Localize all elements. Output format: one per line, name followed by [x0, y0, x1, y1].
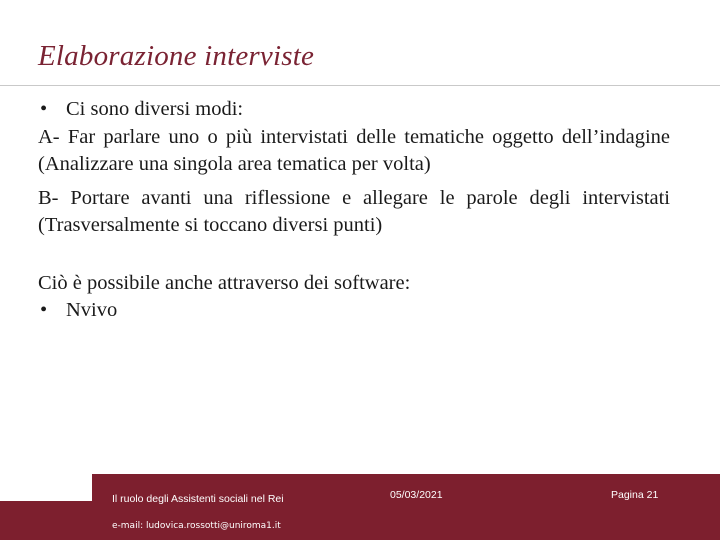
bullet-intro-text: Ci sono diversi modi: [66, 98, 244, 120]
footer-page-number: Pagina 21 [611, 489, 659, 501]
slide-body [38, 96, 670, 325]
footer-date: 05/03/2021 [390, 489, 443, 501]
bullet-dot-icon: • [40, 299, 48, 321]
option-b-text: B- Portare avanti una riflessione e allegare le parole degli intervistati (Trasversalmente si toccano diversi punti) [38, 186, 670, 236]
title-divider [0, 85, 720, 86]
footer-email: e-mail: ludovica.rossotti@uniroma1.it [112, 521, 281, 531]
footer-course-title: Il ruolo degli Assistenti sociali nel Rei [112, 493, 284, 505]
spacer [38, 240, 670, 270]
slide-title: Elaborazione interviste [38, 40, 315, 72]
bullet-software [38, 297, 670, 325]
option-a-text: A- Far parlare uno o più intervistati delle tematiche oggetto dell’indagine (Analizzare una singola area tematica per volta) [38, 125, 670, 175]
footer-notch [0, 497, 92, 501]
software-line: Ciò è possibile anche attraverso dei software: [38, 271, 411, 294]
bullet-intro [38, 96, 670, 124]
bullet-dot-icon: • [40, 98, 48, 120]
bullet-software-text: Nvivo [66, 299, 118, 321]
